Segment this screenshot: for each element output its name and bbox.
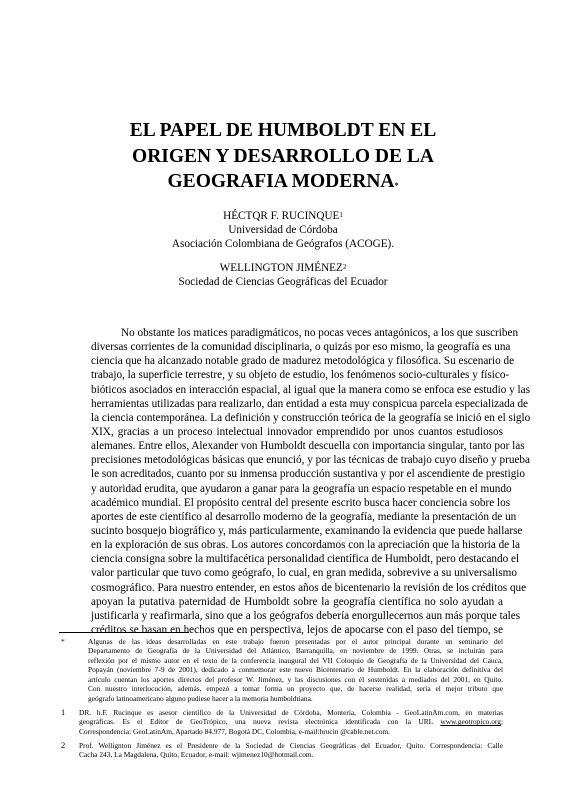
body-line: académico mundial. El propósito central del presente escrito busca hacer conciencia sobre los xyxy=(91,496,511,509)
body-line: XIX, gracias a un proceso intelectual innovador emprendido por unos cuantos estudiosos xyxy=(91,425,503,438)
geotropico-link[interactable]: www.geotropico.org xyxy=(440,717,501,727)
footnote-line: reflexión por el mismo autor en el texto de la conferencia inaugural del VII Coloquio de Geografía de la Universidad del Cauca, xyxy=(88,655,503,665)
footnote-line: Popayán (noviembre 7-9 de 2001), dedicado a conmemorar este nuevo Bicentenario de Humboldt. En la elaboración definitiva del xyxy=(88,665,503,675)
footnote-1-mark: 1 xyxy=(61,707,66,717)
body-line: y autoridad erudita, que ayudaron a ganar para la geografía un espacio respetable en el mundo xyxy=(91,482,512,495)
body-line: sucinto bosquejo biográfico y, más particularmente, examinando la evidencia que puede hallarse xyxy=(91,524,523,537)
body-line: ciencia que ha alcanzado notable grado de madurez metodológica y filosófica. Su escenario de xyxy=(91,355,515,368)
footnote-line: DR. h.F. Rucinque es asesor científico de la Universidad de Córdoba, Montería, Colombia - GeoLatinAm.com, en materias xyxy=(79,708,503,717)
body-line: bióticos asociados en interacción espacial, al igual que la manera como se enfoca ese estudio y las xyxy=(91,383,530,396)
body-line: diversas corrientes de la comunidad disciplinaria, o quizás por eso mismo, la geografía es una xyxy=(91,341,511,354)
footnote-1-line-2-text: geográficas. Es el Editor de GeoTrópico, una nueva revista electrónica identificada con la URL xyxy=(79,717,441,727)
title-line-3-text: GEOGRAFIA MODERNA xyxy=(167,171,395,192)
author-1-name xyxy=(0,210,566,224)
author-2-name xyxy=(0,262,566,276)
footnote-line: Correspondencia: GeoLatinAm, Apartado 84.977, Bogotá DC, Colombia, e-mail:hrucin @cable.net.com. xyxy=(79,726,390,736)
body-line: en la exploración de sus obras. Los autores concordamos con la apreciación que la historia de la xyxy=(91,539,521,552)
body-line: la ciencia contemporánea. La definición y construcción teórica de la geografía se inició en el siglo xyxy=(91,411,531,424)
body-line: herramientas utilizadas para realizarlo, dan entidad a esta muy conspicua parcela especializada de xyxy=(91,397,529,410)
author-1-affiliation-1: Universidad de Córdoba xyxy=(228,223,338,236)
author-2-footnote-mark: 2 xyxy=(342,263,347,272)
body-line: precisiones metodológicas básicas que enunció, y por las técnicas de trabajo cuyo diseño y prueba xyxy=(91,454,530,467)
body-line: cosmográfico. Para nuestro entender, en estos años de bicentenario la revisión de los créditos que xyxy=(91,581,527,594)
footnote-star-mark: * xyxy=(61,637,65,646)
footnote-star xyxy=(59,637,503,703)
footnote-line: Con nuestro interlocución, además, empezó a tomar forma un proyecto que, de hacerse realidad, sería el mejor tributo que xyxy=(88,684,503,694)
footnote-line: Algunas de las ideas desarrolladas en este trabajo fueron presentadas por el autor principal durante un seminario del xyxy=(88,637,503,646)
author-1-affiliation-2: Asociación Colombiana de Geógrafos (ACOGE). xyxy=(171,237,395,250)
body-line: créditos se basan en hechos que en perspectiva, lejos de apocarse con el paso del tiempo, se xyxy=(91,623,503,636)
author-2-affiliation-1: Sociedad de Ciencias Geográficas del Ecuador xyxy=(178,276,388,289)
author-1-name-text: HÉCTQR F. RUCINQUE xyxy=(223,210,340,222)
body-line: No obstante los matices paradigmáticos, no pocas veces antagónicos, a los que suscriben xyxy=(121,327,519,339)
title-line-2: ORIGEN Y DESARROLLO DE LA xyxy=(132,145,434,167)
footnote-line: Departamento de Geografía de la Universidad del Atlántico, Barranquilla, en noviembre de 1999. Otras, se incluirán para xyxy=(88,646,503,656)
author-block xyxy=(0,210,566,290)
body-line: le son acreditados, cuanto por su inmensa producción sustantiva y por el ascendiente de prestigio xyxy=(91,468,526,481)
body-line: trabajo, la superficie terrestre, y su objeto de estudio, los fenómenos socio-culturales y físico- xyxy=(91,369,510,382)
title-footnote-mark: * xyxy=(394,181,399,190)
article-title xyxy=(0,118,566,195)
body-line: justificarla y reafirmarla, sino que a los geógrafos debería enorgullecernos aun más porque tales xyxy=(91,609,521,622)
footnote-line xyxy=(79,717,503,726)
body-line: aportes de este científico al desarrollo moderno de la geografía, mediante la presentación de un xyxy=(91,510,517,523)
footnote-separator xyxy=(59,632,189,633)
footnote-1 xyxy=(59,708,503,736)
title-line-1: EL PAPEL DE HUMBOLDT EN EL xyxy=(129,120,437,141)
author-2-name-text: WELLINGTON JIMÉNEZ xyxy=(219,262,343,275)
footnote-2 xyxy=(59,741,503,760)
body-line: ciencia consigna sobre la multifacética personalidad científica de Humboldt, pero destacando el xyxy=(91,553,520,566)
footnote-line: Cacha 243, La Magdalena, Quito, Ecuador, e-mail: wjimenez10@hotmail.com. xyxy=(79,750,314,760)
body-line: apoyan la putativa paternidad de Humboldt sobre la geografía científica no solo ayudan a xyxy=(91,595,503,608)
body-line: alemanes. Entre ellos, Alexander von Humboldt descuella con importancia singular, tanto por las xyxy=(91,440,525,453)
footnote-2-mark: 2 xyxy=(61,740,66,750)
footnote-line: Prof. Wellignton Jiménez es el Presidente de la Sociedad de Ciencias Geográficas del Ecuador, Quito. Correspondencia: Calle xyxy=(79,741,503,750)
body-paragraph xyxy=(91,326,531,637)
footnote-line: geógrafo latinoamericano alguno pudiese hacer a la memoria humboldtiana. xyxy=(88,693,313,703)
body-line: valor particular que tuvo como geógrafo, lo cual, en gran medida, sobrevive a su universalismo xyxy=(91,567,517,580)
footnote-line: artículo cuentan los aportes directos del profesor W. Jiménez, y las discusiones con él sostenidas a mediados del 2001, en Quito. xyxy=(88,674,503,684)
footnote-1-line-2-end: ; xyxy=(500,717,503,727)
author-1-footnote-mark: 1 xyxy=(339,211,343,219)
title-line-3 xyxy=(0,169,566,195)
